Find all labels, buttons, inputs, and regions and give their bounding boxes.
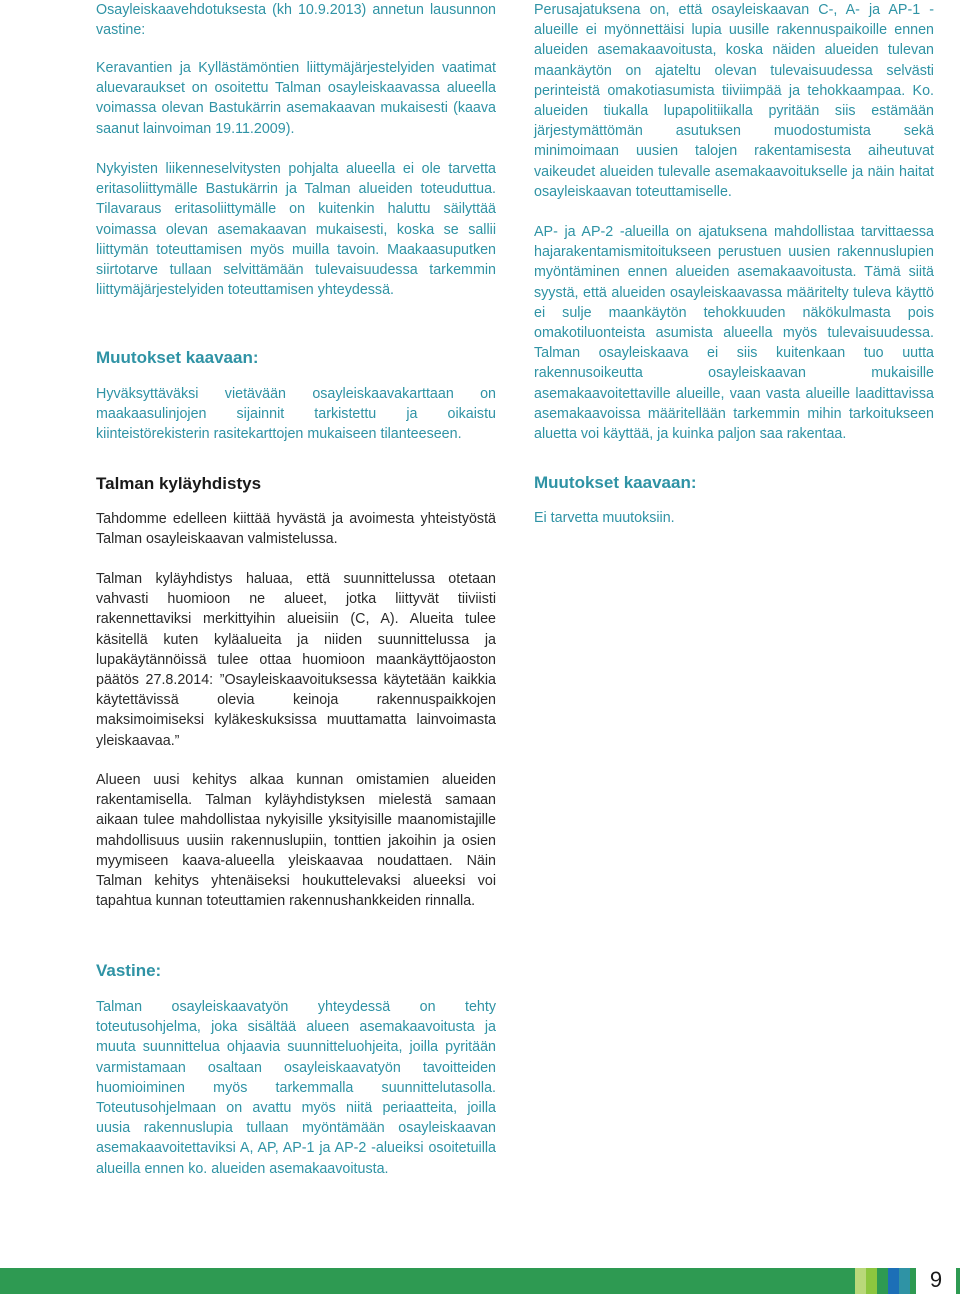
left-paragraph-7: Talman osayleiskaavatyön yhteydessä on tehty toteutusohjelma, joka sisältää alueen asemakaavoitusta ja muuta suunnittelua ohjaavia suunnitteluohjeita, joilla pyritään varmistamaan osaltaan osayleiskaavatyön tavoitteiden huomioiminen myös tarkemmalla suunnittelutasolla. Toteutusohjelmaan on avattu myös niitä periaatteita, joilla uusia rakennuslupia tullaan myöntämään osayleiskaavan asemakaavoitettaviksi A, AP, AP-1 ja AP-2 -alueiksi osoitetuilla alueilla ennen ko. alueiden asemakaavoitusta. [96,999,496,1177]
right-paragraph-1: Perusajatuksena on, että osayleiskaavan C-, A- ja AP-1 -alueille ei myönnettäisi lupia uusille rakennuspaikoille ennen alueiden asemakaavoitusta, koska näiden alueiden tulevan maankäytön on ajateltu olevan tulevaisuudessa selvästi perinteistä omakotiasumista tiiviimpää ja tehokkaampaa. Ko. alueiden tiukalla lupapolitiikalla pyritään siis estämään järjestymättömän asutuksen muodostumista sekä minimoimaan uusien talojen rakentamisesta aiheutuvat vaikeudet alueiden tulevalle asemakaavoitukselle ja näin haitat osayleiskaavan toteuttamiselle. [534,2,934,200]
footer-square-1 [855,1268,866,1294]
left-heading-talman: Talman kyläyhdistys [96,474,262,493]
footer-square-5 [899,1268,910,1294]
footer-square-3 [877,1268,888,1294]
left-paragraph-1: Keravantien ja Kyllästämöntien liittymäjärjestelyiden vaatimat aluevaraukset on osoitettu Talman osayleiskaavassa alueella voimassa olevan Bastukärrin asemakaavan mukaisesti (kaava saanut lainvoiman 19.11.2009). [96,60,496,137]
left-paragraph-5: Talman kyläyhdistys haluaa, että suunnittelussa otetaan vahvasti huomioon ne alueet, jotka liittyvät tiiviisti rakennettaviksi merkittyihin alueisiin (C, A). Alueita tulee käsitellä kuten kyläalueita ja niiden suunnittelussa ja lupakäytännöissä tulee ottaa huomioon maankäyttöjaoston päätös 27.8.2014: ”Osayleiskaavoituksessa käytetään kaikkia käytettävissä olevia keinoja rakennuspaikkojen maksimoimiseksi kyläkeskuksissa muuttamatta lainvoimasta yleiskaavaa.” [96,571,496,749]
page-number: 9 [916,1264,956,1296]
footer-color-squares [855,1268,910,1294]
left-heading-vastine: Vastine: [96,961,162,980]
footer-bar [0,1268,960,1294]
footer-square-2 [866,1268,877,1294]
left-paragraph-4: Tahdomme edelleen kiittää hyvästä ja avoimesta yhteistyöstä Talman osayleiskaavan valmistelussa. [96,511,496,548]
right-paragraph-3: Ei tarvetta muutoksiin. [534,510,675,526]
left-paragraph-2: Nykyisten liikenneselvitysten pohjalta alueella ei ole tarvetta eritasoliittymälle Bastukärrin ja Talman alueiden toteuduttua. Tilavaraus eritasoliittymälle on kuitenkin haluttu säilyttää voimassa olevan asemakaavan mukaisesti, koska se sallii liittymän toteuttamisen myös muilla tavoin. Maakaasuputken siirtotarve tullaan selvittämään tulevaisuudessa tarkemmin liittymäjärjestelyiden toteuttamisen yhteydessä. [96,161,496,299]
left-paragraph-3: Hyväksyttäväksi vietävään osayleiskaavakarttaan on maakaasulinjojen sijainnit tarkistettu ja oikaistu kiinteistörekisterin rasitekarttojen mukaiseen tilanteeseen. [96,386,496,443]
left-heading-changes: Muutokset kaavaan: [96,348,259,367]
footer-square-4 [888,1268,899,1294]
right-paragraph-2: AP- ja AP-2 -alueilla on ajatuksena mahdollistaa tarvittaessa hajarakentamismitoitukseen perustuen uusien rakennuslupien myöntäminen ennen alueiden asemakaavoitusta. Tämä siitä syystä, että alueiden osayleiskaavassa määritelty tuleva käyttö ei sulje maankäytön tehokkuuden näkökulmasta pois omakotiluonteista asumista alueella myös tulevaisuudessa. Talman osayleiskaava ei siis kuitenkaan tuo uutta rakennusoikeutta osayleiskaavan mukaisille asemakaavoitettaville alueille, vaan vasta alueille laadittavissa asemakaavoissa määritellään tarkemmin mihin tarkoitukseen aluetta voi käyttää, ja kuinka paljon saa rakentaa. [534,224,934,443]
left-intro-text: Osayleiskaavehdotuksesta (kh 10.9.2013) annetun lausunnon vastine: [96,2,496,39]
right-heading-changes: Muutokset kaavaan: [534,473,697,492]
left-paragraph-6: Alueen uusi kehitys alkaa kunnan omistamien alueiden rakentamisella. Talman kyläyhdistyksen mielestä samaan aikaan tulee mahdollistaa nykyisille yksityisille maanomistajille mahdollisuus uusiin rakennuslupiin, tonttien jakoihin ja osien myymiseen kaava-alueella yleiskaavaa noudattaen. Näin Talman kehitys yhtenäiseksi houkuttelevaksi alueeksi voi tapahtua kunnan toteuttamien rakennushankkeiden rinnalla. [96,772,496,910]
